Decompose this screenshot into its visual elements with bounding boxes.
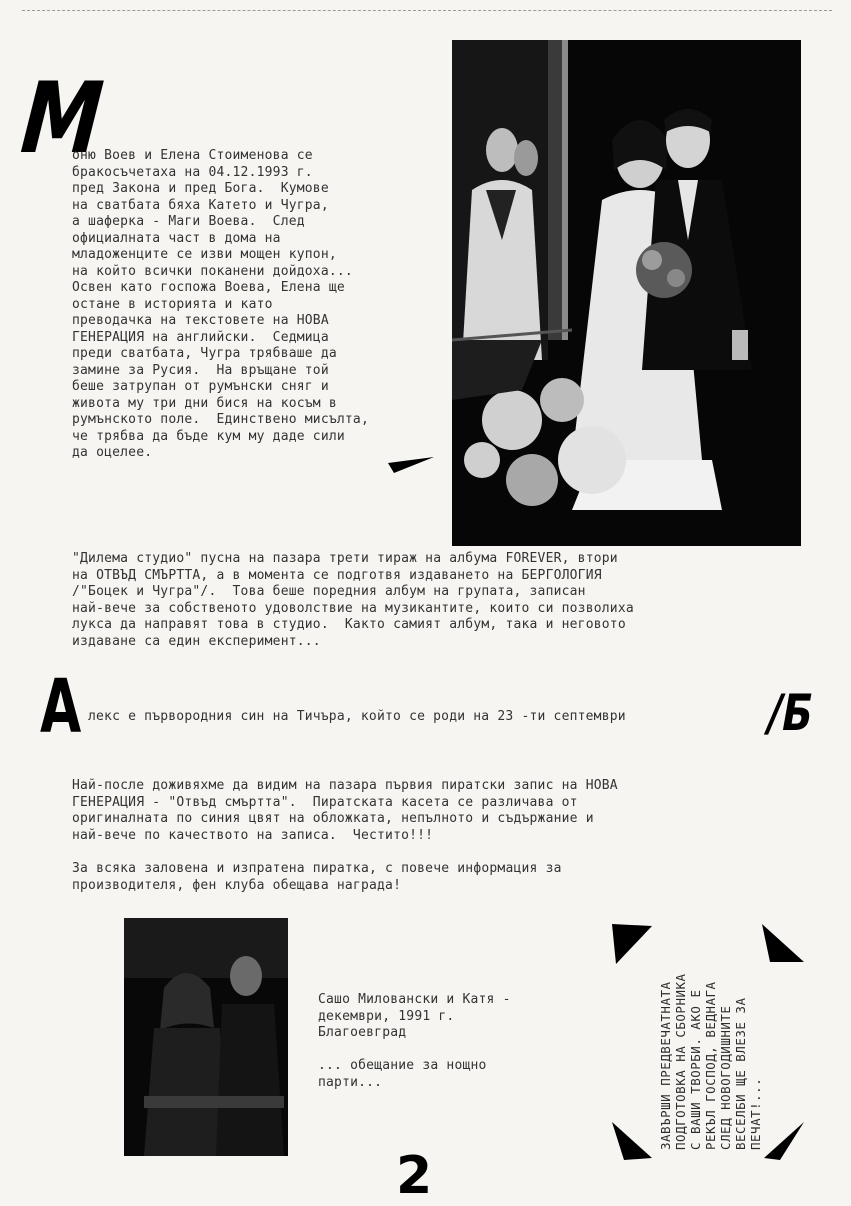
pirate-article-text: Най-после доживяхме да видим на пазара първия пиратски запис на НОВА ГЕНЕРАЦИЯ - "Отвъд смъртта". Пиратската касета се различава от оригиналната по синия цвят на обложката, непълното и съдържание и най-вече по качеството на записа. Честито!!! — [72, 778, 618, 843]
album-article-text: "Дилема студио" пусна на пазара трети тираж на албума FOREVER, втори на ОТВЪД СМЪРТТА, а в момента се подготвя издаването на БЕРГОЛОГИЯ /"Боцек и Чугра"/. Това беше поредния албум на групата, записан най-вече за собственото удоволствие на музикантите, които си позволиха лукса да направят това в студио. Както самият албум, така и неговото издаване са един експеримент... — [72, 551, 634, 649]
arrow-right-icon — [388, 455, 434, 475]
photo-caption: Сашо Миловански и Катя - декември, 1991 г. Благоевград ... обещание за нощно парти... — [318, 992, 511, 1090]
drop-cap-m: М — [7, 62, 116, 176]
wedding-article-text: оню Воев и Елена Стоименова се бракосъчетаха на 04.12.1993 г. пред Закона и пред Бога. Кумове на сватбата бяха Катето и Чугра, а шаферка - Маги Воева. След официалната част в дома на младоженците се изви мощен купон, на който всички поканени дойдоха... Освен като госпожа Воева, Елена ще остане в историята и като преводачка на текстовете на НОВА ГЕНЕРАЦИЯ на английски. Седмица преди сватбата, Чугра трябваше да замине за Русия. На връщане той беше затрупан от румънски сняг и живота му три дни бися на косъм в румънското поле. Единствено мисълта, че трябва да бъде кум му даде сили да оцелее. — [72, 148, 369, 460]
reward-article-text: За всяка заловена и изпратена пиратка, с повече информация за производителя, фен клуба обещава награда! — [72, 861, 562, 893]
top-rule — [22, 10, 832, 11]
birth-article-text: лекс е първородния син на Тичъра, който се роди на 23 -ти септември — [88, 709, 626, 724]
sidebar-note-text: ЗАВЪРШИ ПРЕДВЕЧАТНАТА ПОДГОТОВКА НА СБОРНИКА С ВАШИ ТВОРБИ. АКО Е РЕКЪЛ ГОСПОД, ВЕДНАГА СЛЕД НОВОГОДИШНИТЕ ВЕСЕЛБИ ЩЕ ВЛЕЗЕ ЗА ПЕЧАТ!... — [658, 973, 763, 1150]
drop-cap-a: А — [40, 664, 82, 750]
wedding-photo — [452, 40, 801, 546]
page-number: 2 — [396, 1146, 433, 1206]
birth-end-mark: /Б — [762, 684, 818, 742]
sidebar-note-box — [612, 922, 804, 1160]
couple-photo — [124, 918, 288, 1156]
